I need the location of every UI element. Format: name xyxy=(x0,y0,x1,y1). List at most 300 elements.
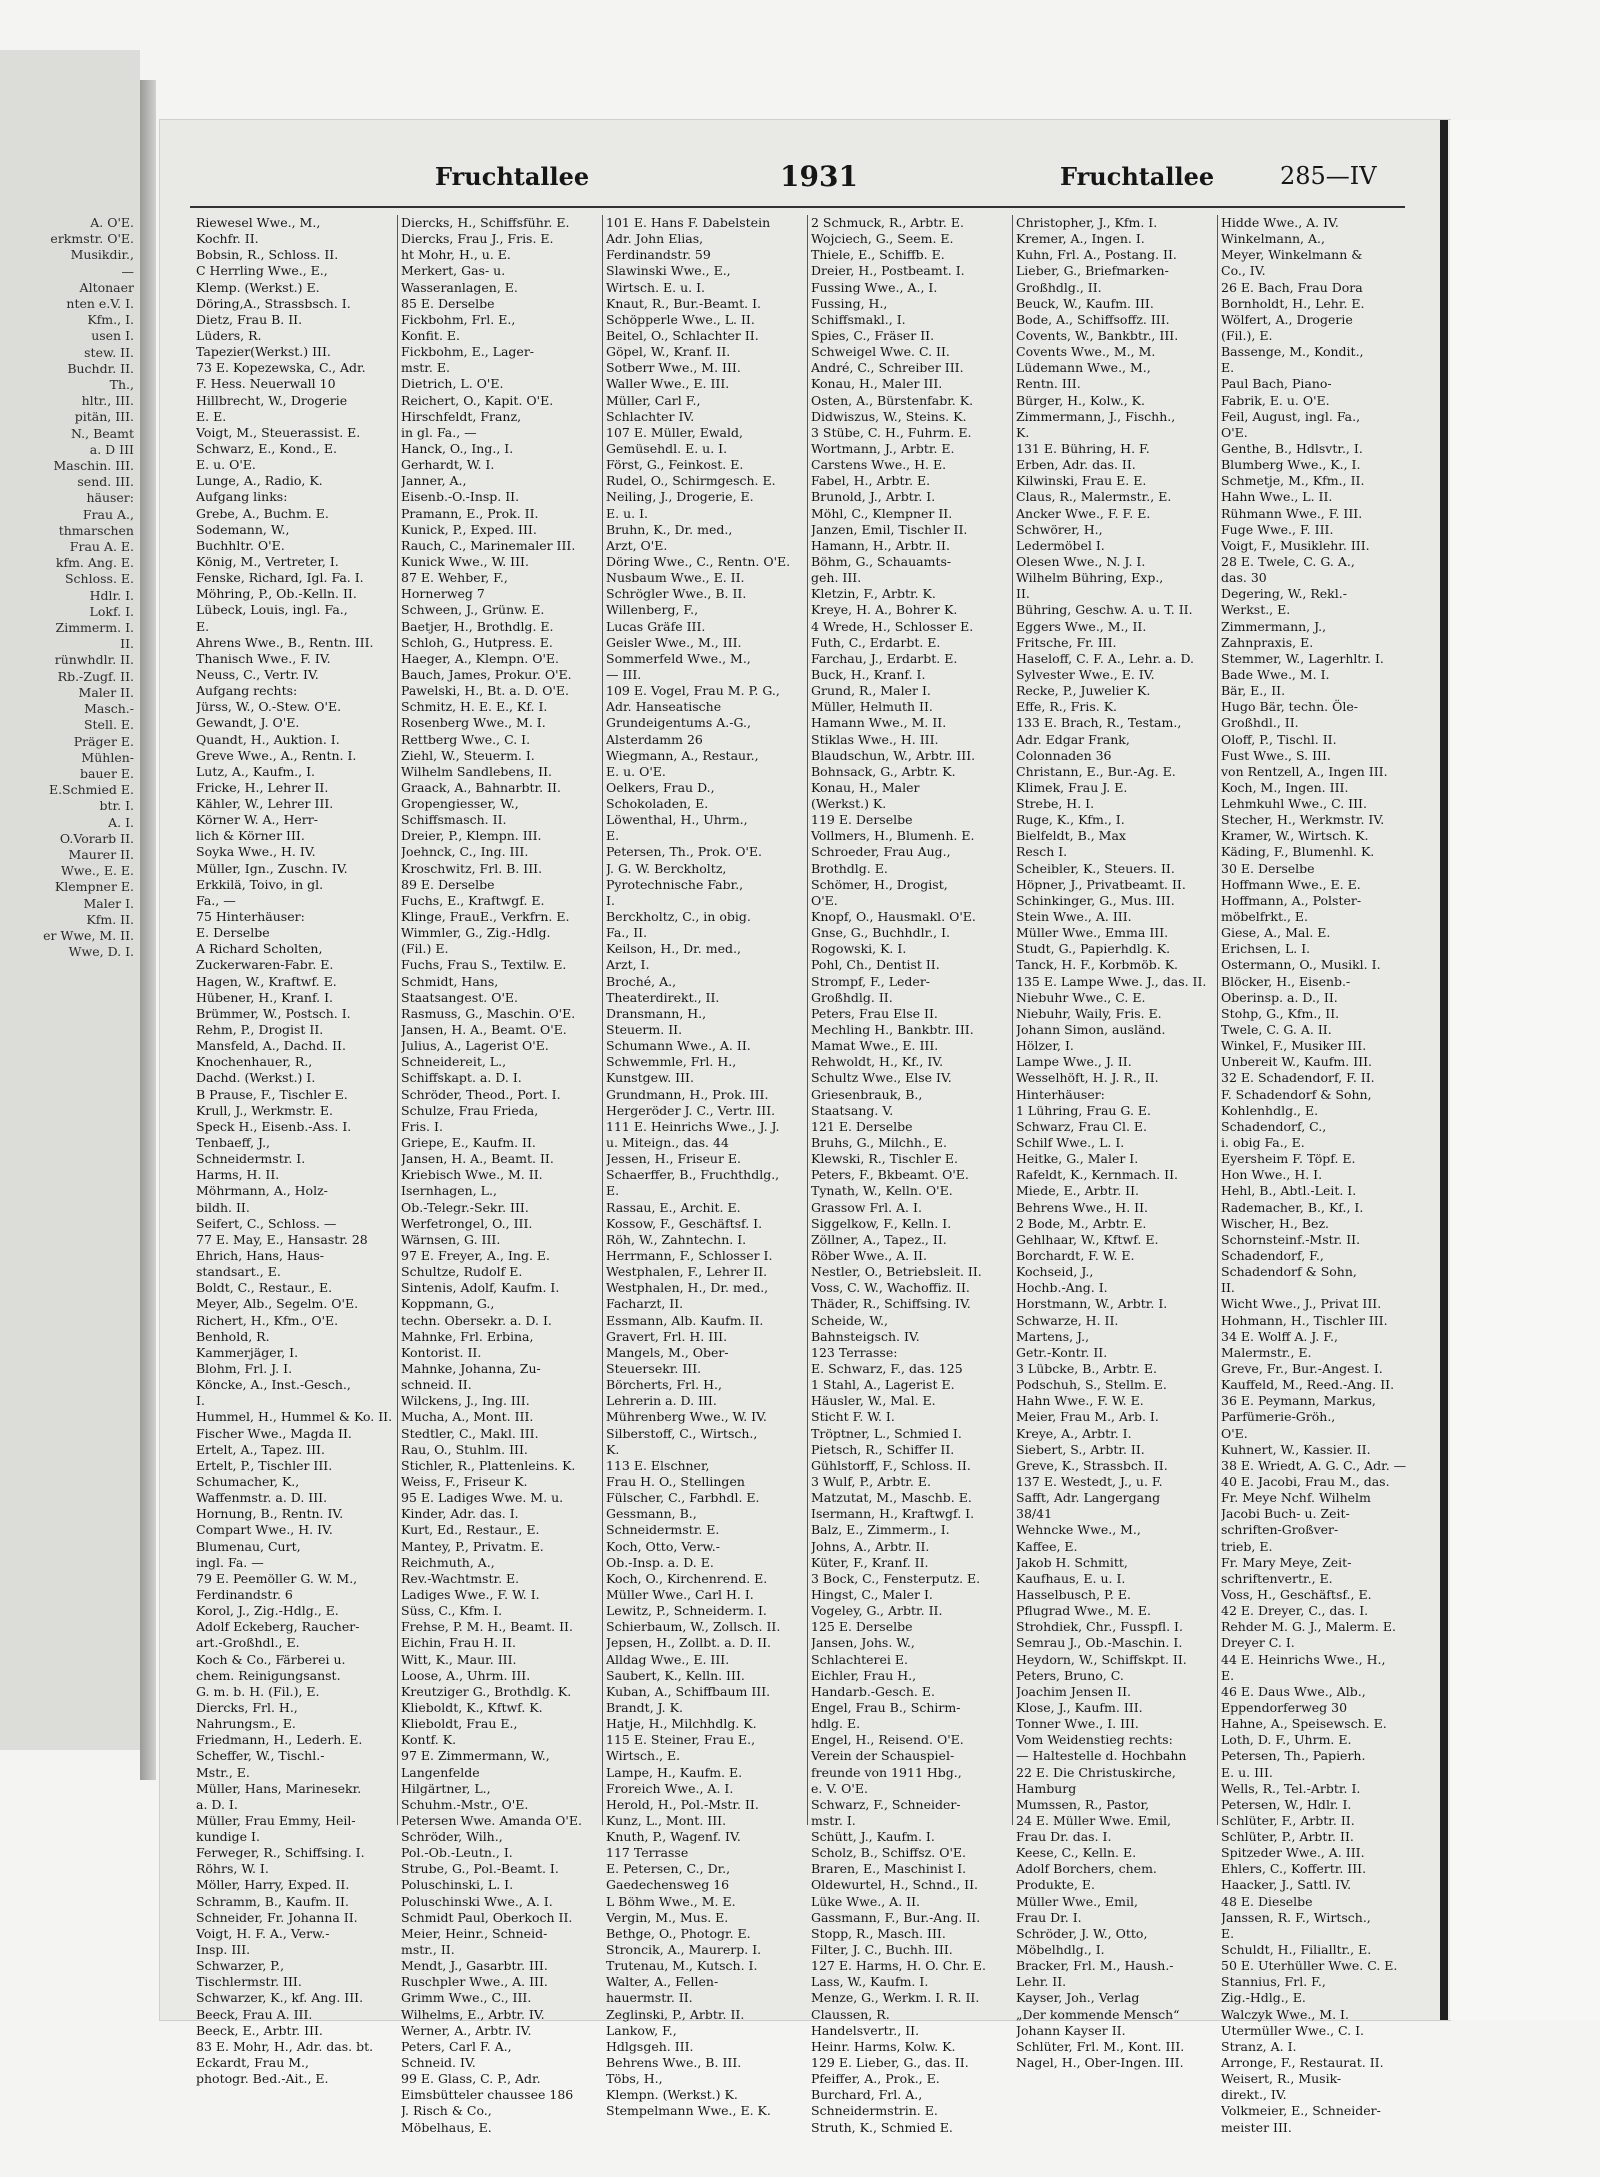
directory-entry-line: Wirtsch., E. xyxy=(606,1748,681,1764)
directory-entry-line: (Fil.) E. xyxy=(401,941,449,957)
directory-entry-line: Klewski, R., Tischler E. xyxy=(811,1151,958,1167)
directory-entry-line: Facharzt, II. xyxy=(606,1296,684,1312)
directory-entry-line: Adr. Edgar Frank, xyxy=(1016,731,1130,747)
directory-entry-line: Bruhs, G., Milchh., E. xyxy=(811,1135,947,1151)
directory-entry-line: Sticht F. W. I. xyxy=(811,1409,895,1425)
directory-entry-line: Diercks, H., Schiffsführ. E. xyxy=(401,215,570,230)
directory-entry-line: techn. Obersekr. a. D. I. xyxy=(401,1312,552,1328)
directory-entry-line: Verein der Schauspiel- xyxy=(811,1748,955,1764)
directory-entry-line: Bracker, Frl. M., Haush.- xyxy=(1016,1958,1174,1974)
directory-entry-line: Paul Bach, Piano- xyxy=(1221,376,1332,392)
directory-entry-line: 119 E. Derselbe xyxy=(811,812,913,828)
directory-entry-line: Brandt, J. K. xyxy=(606,1699,683,1715)
previous-page-line: Präger E. xyxy=(73,733,134,749)
directory-entry-line: Fa., — xyxy=(196,892,236,908)
directory-entry-line: 97 E. Freyer, A., Ing. E. xyxy=(401,1248,550,1263)
directory-entry-line: Fabrik, E. u. O'E. xyxy=(1221,392,1330,408)
directory-entry-line: Haacker, J., Sattl. IV. xyxy=(1221,1877,1352,1893)
directory-entry-line: hauermstr. II. xyxy=(606,1990,693,2006)
directory-entry-line: Julius, A., Lagerist O'E. xyxy=(401,1038,549,1054)
directory-entry-line: Bade Wwe., M. I. xyxy=(1221,666,1330,682)
previous-page-line: erkmstr. O'E. xyxy=(50,231,134,247)
directory-entry-line: 89 E. Derselbe xyxy=(401,876,495,892)
directory-entry-line: Westphalen, F., Lehrer II. xyxy=(606,1264,768,1280)
directory-entry-line: Werfetrongel, O., III. xyxy=(401,1215,533,1231)
street-name-right: Fruchtallee xyxy=(1060,162,1215,191)
directory-entry-line: Haseloff, C. F. A., Lehr. a. D. xyxy=(1016,650,1195,666)
directory-entry-line: 28 E. Twele, C. G. A., xyxy=(1221,553,1355,569)
directory-entry-line: Kilwinski, Frau E. E. xyxy=(1016,473,1147,489)
directory-entry-line: I. xyxy=(196,1393,205,1409)
directory-entry-line: Koch, Otto, Verw.- xyxy=(606,1538,720,1554)
previous-page-line: Wwe., E. E. xyxy=(60,863,134,879)
directory-entry-line: Wilhelms, E., Arbtr. IV. xyxy=(401,2006,545,2022)
directory-entry-line: 135 E. Lampe Wwe. J., das. II. xyxy=(1016,973,1207,989)
directory-entry-line: Müller Wwe., Emil, xyxy=(1016,1893,1139,1909)
directory-entry-line: Schulze, Frau Frieda, xyxy=(401,1102,539,1118)
directory-entry-line: 75 Hinterhäuser: xyxy=(196,909,305,925)
directory-entry-line: e. V. O'E. xyxy=(811,1780,868,1796)
directory-entry-line: Ferdinandstr. 6 xyxy=(196,1586,293,1602)
directory-entry-line: Scheibler, K., Steuers. II. xyxy=(1016,860,1175,876)
directory-entry-line: Ertelt, P., Tischler III. xyxy=(196,1457,333,1473)
directory-entry-line: Ferdinandstr. 59 xyxy=(606,247,711,263)
directory-entry-line: Ruge, K., Kfm., I. xyxy=(1016,812,1125,828)
directory-entry-line: Blohm, Frl. J. I. xyxy=(196,1360,293,1376)
directory-entry-line: E. Petersen, C., Dr., xyxy=(606,1861,731,1877)
directory-entry-line: hdlg. E. xyxy=(811,1716,861,1732)
directory-entry-line: Frau H. O., Stellingen xyxy=(606,1473,745,1489)
directory-entry-line: Jansen, H. A., Beamt. O'E. xyxy=(401,1022,567,1038)
directory-entry-line: 123 Terrasse: xyxy=(811,1344,898,1360)
directory-entry-line: Poluschinski Wwe., A. I. xyxy=(401,1893,553,1909)
directory-entry-line: Koch & Co., Färberei u. xyxy=(196,1651,346,1667)
directory-entry-line: Schlüter, Frl. M., Kont. III. xyxy=(1016,2038,1185,2054)
directory-entry-line: Thanisch Wwe., F. IV. xyxy=(196,650,331,666)
directory-entry-line: Zig.-Hdlg., E. xyxy=(1221,1990,1306,2006)
previous-page-line: pitän, III. xyxy=(74,409,134,425)
directory-entry-line: Scholz, B., Schiffsz. O'E. xyxy=(811,1845,966,1861)
directory-entry-line: Miede, E., Arbtr. II. xyxy=(1016,1183,1140,1199)
directory-entry-line: 1 Stahl, A., Lagerist E. xyxy=(811,1377,955,1393)
directory-entry-line: Konau, H., Maler III. xyxy=(811,376,943,392)
previous-page-line: btr. I. xyxy=(99,798,134,814)
directory-entry-line: Kontorist. II. xyxy=(401,1344,482,1360)
right-margin xyxy=(1450,120,1600,2020)
directory-entry-line: Schlachterei E. xyxy=(811,1651,908,1667)
directory-entry-line: Klimek, Frau J. E. xyxy=(1016,779,1128,795)
directory-entry-line: Schweigel Wwe. C. II. xyxy=(811,344,950,360)
directory-entry-line: Feil, August, ingl. Fa., xyxy=(1221,408,1361,424)
previous-page-line: nten e.V. I. xyxy=(66,296,134,312)
directory-entry-line: Kunick, P., Exped. III. xyxy=(401,521,537,537)
directory-entry-line: Covents Wwe., M., M. xyxy=(1016,344,1156,360)
directory-entry-line: Rauch, C., Marinemaler III. xyxy=(401,537,576,553)
directory-entry-line: Gaedechensweg 16 xyxy=(606,1877,730,1893)
directory-entry-line: Kreye, H. A., Bohrer K. xyxy=(811,602,958,618)
directory-entry-line: Bürger, H., Kolw., K. xyxy=(1016,392,1145,408)
directory-entry-line: Broché, A., xyxy=(606,973,677,989)
directory-entry-line: Rehder M. G. J., Malerm. E. xyxy=(1221,1619,1396,1635)
previous-page-text xyxy=(43,215,134,960)
directory-entry-line: Lass, W., Kaufm. I. xyxy=(811,1974,929,1990)
directory-entry-line: 113 E. Elschner, xyxy=(606,1457,710,1473)
directory-entry-line: Getr.-Kontr. II. xyxy=(1016,1344,1108,1360)
directory-entry-line: Möller, Harry, Exped. II. xyxy=(196,1877,350,1893)
directory-entry-line: Hasselbusch, P. E. xyxy=(1016,1586,1131,1602)
directory-entry-line: Lüke Wwe., A. II. xyxy=(811,1893,920,1909)
directory-entry-line: Weiss, F., Friseur K. xyxy=(401,1473,528,1489)
directory-entry-line: photogr. Bed.-Ait., E. xyxy=(196,2071,329,2087)
directory-entry-line: Kuhn, Frl. A., Postang. II. xyxy=(1016,247,1177,263)
directory-entry-line: Behrens Wwe., H. II. xyxy=(1016,1199,1149,1215)
previous-page-line: usen I. xyxy=(91,328,134,344)
directory-entry-line: 117 Terrasse xyxy=(606,1845,689,1861)
previous-page-line: Mühlen- xyxy=(81,749,134,765)
directory-entry-line: E. u. I. xyxy=(606,505,648,521)
directory-entry-line: Kaffee, E. xyxy=(1016,1538,1078,1554)
directory-entry-line: Wortmann, J., Arbtr. E. xyxy=(811,440,955,456)
directory-entry-line: Rehwoldt, H., Kf., IV. xyxy=(811,1054,944,1070)
directory-entry-line: Wilhelm Bühring, Exp., xyxy=(1016,570,1164,586)
directory-entry-line: Claus, R., Malermstr., E. xyxy=(1016,489,1172,505)
directory-entry-line: Petersen, W., Hdlr. I. xyxy=(1221,1796,1352,1812)
directory-entry-line: Essmann, Alb. Kaufm. II. xyxy=(606,1312,764,1328)
directory-entry-line: Heitke, G., Maler I. xyxy=(1016,1151,1139,1167)
previous-page-line: II. xyxy=(120,636,134,652)
directory-entry-line: Wimmler, G., Zig.-Hdlg. xyxy=(401,925,551,941)
directory-entry-line: 48 E. Dieselbe xyxy=(1221,1893,1313,1909)
directory-entry-line: Lankow, F., xyxy=(606,2022,677,2038)
directory-entry-line: Adr. John Elias, xyxy=(606,231,704,247)
directory-entry-line: Isernhagen, L., xyxy=(401,1183,497,1199)
directory-entry-line: Kremer, A., Ingen. I. xyxy=(1016,231,1145,247)
directory-entry-line: Christann, E., Bur.-Ag. E. xyxy=(1016,763,1176,779)
directory-entry-line: Grimm Wwe., C., III. xyxy=(401,1990,532,2006)
directory-entry-line: Jacobi Buch- u. Zeit- xyxy=(1221,1506,1350,1522)
directory-entry-line: Erben, Adr. das. II. xyxy=(1016,457,1136,473)
directory-entry-line: F. Hess. Neuerwall 10 xyxy=(196,376,336,392)
directory-entry-line: Fuchs, Frau S., Textilw. E. xyxy=(401,957,567,973)
directory-entry-line: Schwarz, E., Kond., E. xyxy=(196,440,337,456)
directory-entry-line: Gropengiesser, W., xyxy=(401,796,519,812)
directory-entry-line: J. Risch & Co., xyxy=(401,2103,492,2119)
directory-entry-line: Hamann Wwe., M. II. xyxy=(811,715,947,731)
directory-entry-line: Greve, K., Strassbch. II. xyxy=(1016,1457,1168,1473)
directory-entry-line: Bruhn, K., Dr. med., xyxy=(606,521,733,537)
directory-entry-line: Rehm, P., Drogist II. xyxy=(196,1022,324,1038)
directory-entry-line: Heydorn, W., Schiffskpt. II. xyxy=(1016,1651,1187,1667)
directory-entry-line: geh. III. xyxy=(811,570,862,586)
directory-entry-line: Hugo Bär, techn. Öle- xyxy=(1221,699,1358,715)
directory-entry-line: Balz, E., Zimmerm., I. xyxy=(811,1522,950,1538)
directory-entry-line: Schaerffer, B., Fruchthdlg., xyxy=(606,1167,780,1183)
directory-entry-line: Kreye, A., Arbtr. I. xyxy=(1016,1425,1132,1441)
directory-entry-line: freunde von 1911 Hbg., xyxy=(811,1764,962,1780)
directory-entry-line: Hdlgsgeh. III. xyxy=(606,2038,694,2054)
previous-page-line: Frau A., xyxy=(82,506,134,522)
directory-entry-line: Struth, K., Schmied E. xyxy=(811,2119,953,2135)
directory-entry-line: Hummel, H., Hummel & Ko. II. xyxy=(196,1409,393,1425)
directory-entry-line: Richert, H., Kfm., O'E. xyxy=(196,1312,339,1328)
directory-entry-line: Schween, J., Grünw. E. xyxy=(401,602,545,618)
previous-page-line: Stell. E. xyxy=(83,717,134,733)
directory-entry-line: das. 30 xyxy=(1221,570,1267,586)
directory-entry-line: Parfümerie-Gröh., xyxy=(1221,1409,1336,1425)
directory-entry-line: Staatsangest. O'E. xyxy=(401,989,518,1005)
directory-entry-line: Rasmuss, G., Maschin. O'E. xyxy=(401,1005,576,1021)
directory-entry-line: Oberinsp. a. D., II. xyxy=(1221,989,1338,1005)
directory-entry-line: Oloff, P., Tischl. II. xyxy=(1221,731,1337,747)
directory-entry-line: Eisenb.-O.-Insp. II. xyxy=(401,489,520,505)
directory-entry-line: Erichsen, L. I. xyxy=(1221,941,1311,957)
directory-entry-line: Kaufhaus, E. u. I. xyxy=(1016,1570,1126,1586)
directory-entry-line: Kontf. K. xyxy=(401,1732,457,1748)
directory-entry-line: Strebe, H. I. xyxy=(1016,796,1095,812)
directory-entry-line: König, M., Vertreter, I. xyxy=(196,553,339,569)
directory-entry-line: Bethge, O., Photogr. E. xyxy=(606,1925,751,1941)
directory-entry-line: 3 Stübe, C. H., Fuhrm. E. xyxy=(811,424,972,440)
directory-entry-line: Gessmann, B., xyxy=(606,1506,697,1522)
directory-entry-line: Sylvester Wwe., E. IV. xyxy=(1016,666,1155,682)
directory-entry-line: E. xyxy=(196,618,210,634)
directory-entry-line: Gühlstorff, F., Schloss. II. xyxy=(811,1457,971,1473)
directory-entry-line: Ruschpler Wwe., A. III. xyxy=(401,1974,548,1990)
directory-entry-line: Wischer, H., Bez. xyxy=(1221,1215,1330,1231)
directory-entry-line: Krull, J., Werkmstr. E. xyxy=(196,1102,333,1118)
directory-entry-line: Degering, W., Rekl.- xyxy=(1221,586,1347,602)
directory-entry-line: Zöllner, A., Tapez., II. xyxy=(811,1231,947,1247)
directory-entry-line: Erkkilä, Toivo, in gl. xyxy=(196,876,324,892)
directory-entry-line: Großhdl., II. xyxy=(1221,715,1299,731)
directory-column-2 xyxy=(401,215,599,2136)
directory-entry-line: Rudel, O., Schirmgesch. E. xyxy=(606,473,776,489)
directory-entry-line: Hahn Wwe., F. W. E. xyxy=(1016,1393,1144,1409)
directory-entry-line: Dachd. (Werkst.) I. xyxy=(196,1070,316,1086)
directory-column-1 xyxy=(196,215,394,2087)
directory-entry-line: Schiffsmakl., I. xyxy=(811,311,906,327)
directory-entry-line: Schlüter, P., Arbtr. II. xyxy=(1221,1829,1354,1845)
directory-entry-line: Hatje, H., Milchhdlg. K. xyxy=(606,1716,757,1732)
directory-entry-line: Kähler, W., Lehrer III. xyxy=(196,796,334,812)
directory-entry-line: Rademacher, B., Kf., I. xyxy=(1221,1199,1364,1215)
directory-entry-line: Staatsang. V. xyxy=(811,1102,894,1118)
directory-entry-line: Twele, C. G. A. II. xyxy=(1221,1022,1332,1038)
directory-entry-line: Stedtler, C., Makl. III. xyxy=(401,1425,539,1441)
directory-entry-line: Wirtsch. E. u. I. xyxy=(606,279,706,295)
previous-page-line: Schloss. E. xyxy=(64,571,134,587)
directory-entry-line: Braren, E., Maschinist I. xyxy=(811,1861,967,1877)
directory-entry-line: 44 E. Heinrichs Wwe., H., xyxy=(1221,1651,1386,1667)
directory-entry-line: Fabel, H., Arbtr. E. xyxy=(811,473,931,489)
directory-entry-line: Klieboldt, K., Kftwf. K. xyxy=(401,1699,543,1715)
directory-entry-line: Schwemmle, Frl. H., xyxy=(606,1054,737,1070)
directory-entry-line: Petersen Wwe. Amanda O'E. xyxy=(401,1812,582,1828)
directory-entry-line: Geisler Wwe., M., III. xyxy=(606,634,742,650)
directory-entry-line: E. E. xyxy=(196,408,227,424)
previous-page-line: Klempner E. xyxy=(54,879,134,895)
directory-entry-line: Westphalen, H., Dr. med., xyxy=(606,1280,769,1296)
directory-entry-line: Kammerjäger, I. xyxy=(196,1344,299,1360)
previous-page-line: Hdlr. I. xyxy=(89,587,134,603)
directory-entry-line: Tynath, W., Kelln. O'E. xyxy=(811,1183,953,1199)
directory-entry-line: E. xyxy=(606,1183,620,1199)
directory-entry-line: Speck H., Eisenb.-Ass. I. xyxy=(196,1118,352,1134)
directory-entry-line: Werner, A., Arbtr. IV. xyxy=(401,2022,532,2038)
directory-entry-line: 121 E. Derselbe xyxy=(811,1118,913,1134)
directory-entry-line: Schadendorf & Sohn, xyxy=(1221,1264,1357,1280)
previous-page-line: er Wwe, M. II. xyxy=(43,927,134,943)
directory-entry-line: Müller Wwe., Emma III. xyxy=(1016,925,1169,941)
directory-entry-line: Friedmann, H., Lederh. E. xyxy=(196,1732,363,1748)
directory-entry-line: Körner W. A., Herr- xyxy=(196,812,318,828)
directory-entry-line: Eimsbütteler chaussee 186 xyxy=(401,2087,574,2103)
previous-page-line: hltr., III. xyxy=(81,393,134,409)
previous-page-line: Lokf. I. xyxy=(89,603,134,619)
directory-entry-line: K. xyxy=(606,1441,620,1457)
directory-entry-line: Stannius, Frl. F., xyxy=(1221,1974,1326,1990)
directory-entry-line: Farchau, J., Erdarbt. E. xyxy=(811,650,958,666)
directory-entry-line: 107 E. Müller, Ewald, xyxy=(606,424,743,440)
directory-entry-line: Diercks, Frl. H., xyxy=(196,1699,298,1715)
directory-entry-line: Wilhelm Sandlebens, II. xyxy=(401,763,553,779)
directory-entry-line: Meier, Frau M., Arb. I. xyxy=(1016,1409,1159,1425)
directory-entry-line: Witt, K., Maur. III. xyxy=(401,1651,517,1667)
directory-entry-line: F. Schadendorf & Sohn, xyxy=(1221,1086,1372,1102)
directory-entry-line: Mamat Wwe., E. III. xyxy=(811,1038,939,1054)
directory-entry-line: Stempelmann Wwe., E. K. xyxy=(606,2103,771,2119)
directory-entry-line: Hingst, C., Maler I. xyxy=(811,1586,933,1602)
directory-entry-line: 38/41 xyxy=(1016,1506,1053,1522)
directory-entry-line: Fickbohm, E., Lager- xyxy=(401,344,535,360)
directory-entry-line: Först, G., Feinkost. E. xyxy=(606,457,744,473)
directory-entry-line: André, C., Schreiber III. xyxy=(811,360,964,376)
directory-entry-line: Schneidermstr. E. xyxy=(606,1522,720,1538)
directory-entry-line: Scheide, W., xyxy=(811,1312,888,1328)
directory-entry-line: Fr. Meye Nchf. Wilhelm xyxy=(1221,1490,1371,1506)
directory-entry-line: Großhdlg. II. xyxy=(811,989,893,1005)
directory-entry-line: i. obig Fa., E. xyxy=(1221,1135,1305,1151)
directory-entry-line: Trutenau, M., Kutsch. I. xyxy=(606,1958,758,1974)
directory-entry-line: Schadendorf, F., xyxy=(1221,1248,1324,1263)
directory-entry-line: Borchardt, F. W. E. xyxy=(1016,1248,1135,1263)
directory-entry-line: Ladiges Wwe., F. W. I. xyxy=(401,1586,540,1602)
directory-entry-line: Futh, C., Erdarbt. E. xyxy=(811,634,941,650)
directory-entry-line: Fülscher, C., Farbhdl. E. xyxy=(606,1490,760,1506)
directory-entry-line: Schmidt, Hans, xyxy=(401,973,499,989)
directory-entry-line: mstr. E. xyxy=(401,360,450,376)
directory-entry-line: Blumberg Wwe., K., I. xyxy=(1221,457,1361,473)
directory-entry-line: Möhrmann, A., Holz- xyxy=(196,1183,328,1199)
directory-column-3 xyxy=(606,215,804,2120)
directory-entry-line: Steuersekr. III. xyxy=(606,1360,702,1376)
directory-entry-line: 97 E. Zimmermann, W., xyxy=(401,1748,550,1764)
directory-entry-line: Buck, H., Kranf. I. xyxy=(811,666,926,682)
directory-entry-line: Rassau, E., Archit. E. xyxy=(606,1199,741,1215)
directory-entry-line: Nagel, H., Ober-Ingen. III. xyxy=(1016,2055,1184,2071)
directory-entry-line: Theaterdirekt., II. xyxy=(606,989,720,1005)
directory-entry-line: Grundeigentums A.-G., xyxy=(606,715,751,731)
directory-entry-line: Schuhm.-Mstr., O'E. xyxy=(401,1796,529,1812)
directory-entry-line: Klinge, FrauE., Verkfrn. E. xyxy=(401,909,570,925)
previous-page-line: Maschin. III. xyxy=(53,458,134,474)
directory-entry-line: Adr. Hanseatische xyxy=(606,699,722,715)
directory-entry-line: Janner, A., xyxy=(401,473,467,489)
directory-entry-line: Joehnck, C., Ing. III. xyxy=(401,844,529,860)
directory-entry-line: Didwiszus, W., Steins. K. xyxy=(811,408,967,424)
directory-entry-line: Tenbaeff, J., xyxy=(196,1135,271,1151)
directory-entry-line: Korol, J., Zig.-Hdlg., E. xyxy=(196,1603,339,1619)
directory-entry-line: E. u. III. xyxy=(1221,1764,1273,1780)
column-divider xyxy=(602,215,603,1825)
directory-entry-line: Stranz, A. I. xyxy=(1221,2038,1297,2054)
directory-entry-line: u. Miteign., das. 44 xyxy=(606,1135,729,1151)
scan-border xyxy=(1440,120,1448,2020)
directory-entry-line: Rosenberg Wwe., M. I. xyxy=(401,715,546,731)
directory-entry-line: II. xyxy=(1016,586,1030,602)
directory-entry-line: Sotberr Wwe., M. III. xyxy=(606,360,741,376)
directory-entry-line: Peters, Carl F. A., xyxy=(401,2038,512,2054)
directory-entry-line: Hehl, B., Abtl.-Leit. I. xyxy=(1221,1183,1357,1199)
directory-entry-line: Adolf Eckeberg, Raucher- xyxy=(196,1619,360,1635)
directory-entry-line: Bassenge, M., Kondit., xyxy=(1221,344,1364,360)
directory-entry-line: Isermann, H., Kraftwgf. I. xyxy=(811,1506,975,1522)
directory-entry-line: Schwarzer, K., kf. Ang. III. xyxy=(196,1990,364,2006)
directory-entry-line: Handarb.-Gesch. E. xyxy=(811,1683,935,1699)
directory-entry-line: Sintenis, Adolf, Kaufm. I. xyxy=(401,1280,560,1296)
directory-entry-line: Weisert, R., Musik- xyxy=(1221,2071,1342,2087)
directory-entry-line: Konfit. E. xyxy=(401,327,460,343)
directory-entry-line: Quandt, H., Auktion. I. xyxy=(196,731,340,747)
directory-entry-line: Küter, F., Kranf. II. xyxy=(811,1554,929,1570)
directory-entry-line: Müller, Hans, Marinesekr. xyxy=(196,1780,362,1796)
directory-entry-line: Bühring, Geschw. A. u. T. II. xyxy=(1016,602,1193,618)
directory-entry-line: Oelkers, Frau D., xyxy=(606,779,715,795)
directory-entry-line: Pohl, Ch., Dentist II. xyxy=(811,957,940,973)
previous-page-line: Maler II. xyxy=(78,684,134,700)
directory-entry-line: Schwörer, H., xyxy=(1016,521,1103,537)
directory-entry-line: Hoffmann, A., Polster- xyxy=(1221,892,1362,908)
directory-entry-line: E. xyxy=(606,828,620,844)
directory-entry-line: Brümmer, W., Postsch. I. xyxy=(196,1005,351,1021)
directory-entry-line: Aufgang rechts: xyxy=(196,683,298,699)
directory-entry-line: Jepsen, H., Zollbt. a. D. II. xyxy=(606,1635,771,1651)
directory-entry-line: 4 Wrede, H., Schlosser E. xyxy=(811,618,974,634)
directory-entry-line: Giese, A., Mal. E. xyxy=(1221,925,1331,941)
directory-entry-line: Jansen, H. A., Beamt. II. xyxy=(401,1151,554,1167)
directory-entry-line: Arronge, F., Restaurat. II. xyxy=(1221,2055,1384,2071)
directory-entry-line: Winkel, F., Musiker III. xyxy=(1221,1038,1367,1054)
directory-entry-line: Voigt, F., Musiklehr. III. xyxy=(1221,537,1370,553)
directory-entry-line: Fickbohm, Frl. E., xyxy=(401,311,516,327)
directory-entry-line: Lucas Gräfe III. xyxy=(606,618,706,634)
directory-entry-line: Gravert, Frl. H. III. xyxy=(606,1328,728,1344)
directory-entry-line: Martens, J., xyxy=(1016,1328,1090,1344)
directory-entry-line: Soyka Wwe., H. IV. xyxy=(196,844,316,860)
directory-entry-line: Möhl, C., Klempner II. xyxy=(811,505,953,521)
directory-entry-line: Saubert, K., Kelln. III. xyxy=(606,1667,745,1683)
directory-entry-line: Stecher, H., Werkmstr. IV. xyxy=(1221,812,1385,828)
directory-entry-line: Pfeiffer, A., Prok., E. xyxy=(811,2071,940,2087)
directory-entry-line: Heinr. Harms, Kolw. K. xyxy=(811,2038,956,2054)
directory-entry-line: Fricke, H., Lehrer II. xyxy=(196,779,329,795)
directory-entry-line: Löwenthal, H., Uhrm., xyxy=(606,812,748,828)
previous-page-line: Frau A. E. xyxy=(69,539,134,555)
directory-entry-line: 101 E. Hans F. Dabelstein xyxy=(606,215,771,230)
directory-entry-line: 79 E. Peemöller G. W. M., xyxy=(196,1570,358,1586)
directory-entry-line: Resch I. xyxy=(1016,844,1068,860)
directory-entry-line: Schwarze, H. II. xyxy=(1016,1312,1119,1328)
